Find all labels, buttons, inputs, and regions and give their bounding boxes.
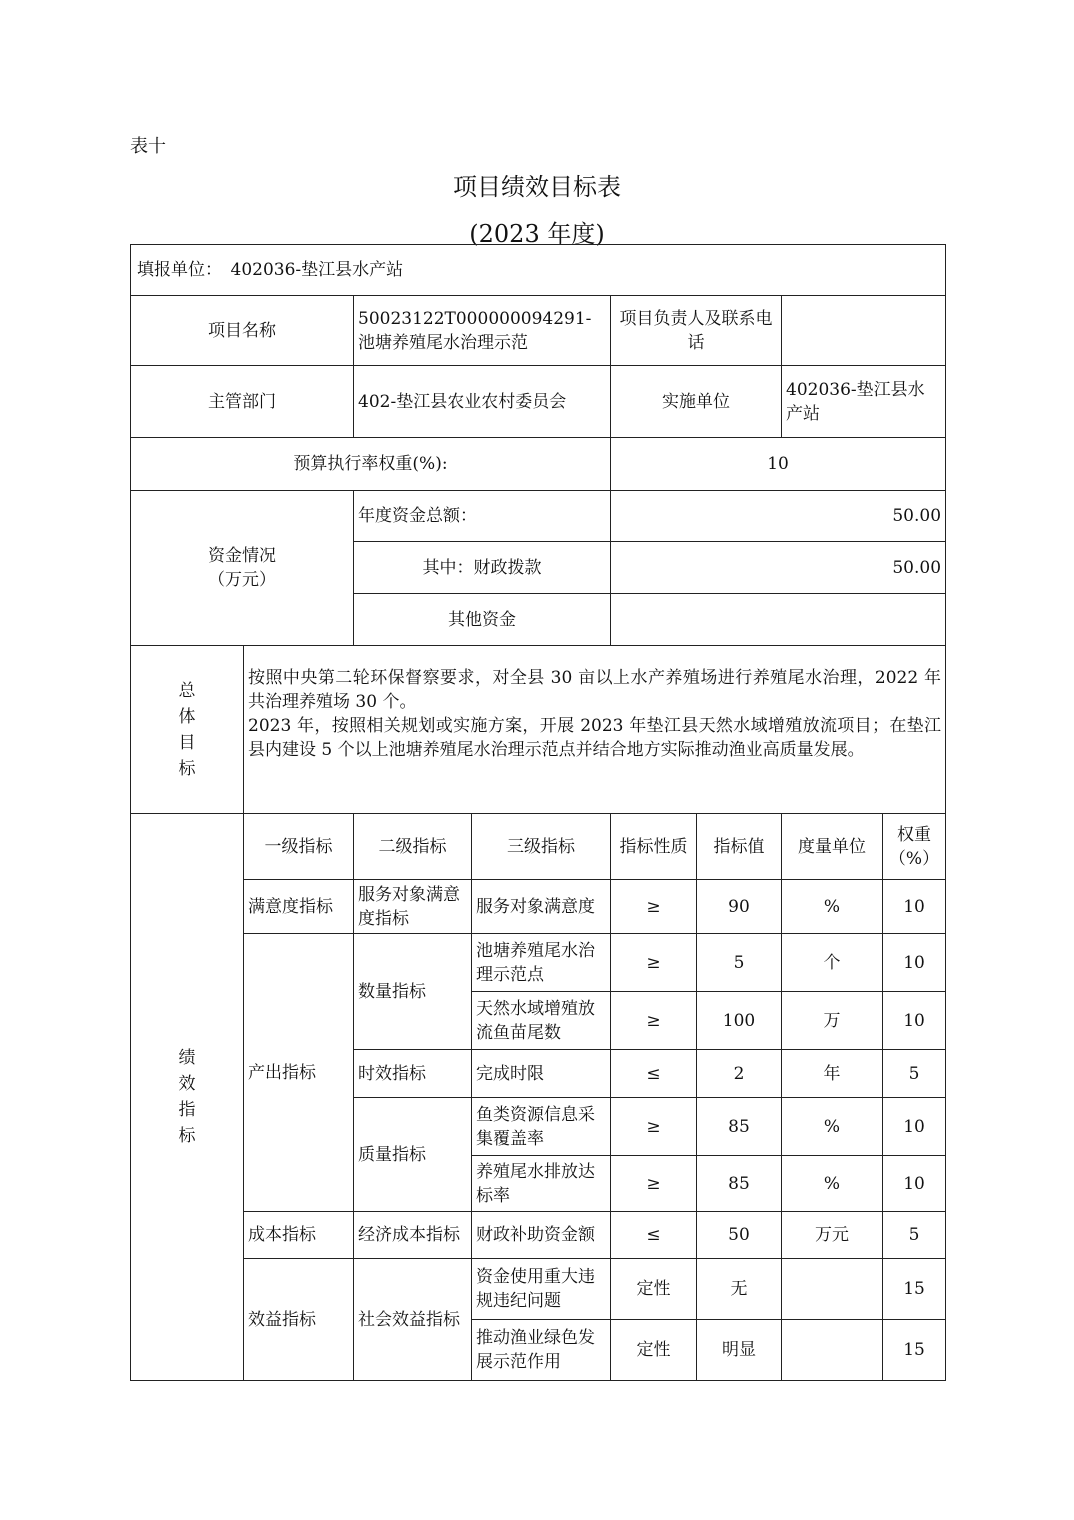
perf-char: 标 [178,1126,196,1146]
project-manager-value [782,296,946,366]
indicator-name: 鱼类资源信息采集覆盖率 [472,1098,611,1156]
indicator-weight: 10 [883,934,946,992]
indicator-weight: 10 [883,880,946,934]
level2-social: 社会效益指标 [354,1259,472,1381]
overall-goal-text: 按照中央第二轮环保督察要求，对全县 30 亩以上水产养殖场进行养殖尾水治理，2022 年共治理养殖场 30 个。 2023 年，按照相关规划或实施方案，开展 2023 年垫江县天然水域增殖放流项目；在垫江县内建设 5 个以上池塘养殖尾水治理示范点并结合地方实际推动渔业高质量发展。 [244,646,946,814]
indicator-unit: 个 [782,934,883,992]
overall-goal-label [131,646,244,814]
project-name-value: 50023122T000000094291-池塘养殖尾水治理示范 [354,296,611,366]
goal-char: 总 [178,680,196,701]
level2-quality: 质量指标 [354,1098,472,1212]
indicator-unit [782,1259,883,1320]
implementing-unit-label: 实施单位 [611,366,782,438]
indicator-name: 完成时限 [472,1050,611,1098]
header-nature: 指标性质 [611,814,697,880]
indicator-name: 天然水域增殖放流鱼苗尾数 [472,992,611,1050]
indicator-value: 90 [697,880,782,934]
annual-total-label: 年度资金总额： [354,491,611,542]
project-name-label: 项目名称 [131,296,354,366]
perf-char: 效 [178,1074,196,1094]
level2-quantity: 数量指标 [354,934,472,1050]
indicator-name: 服务对象满意度 [472,880,611,934]
header-weight: 权重（%） [883,814,946,880]
indicator-nature: ≤ [611,1050,697,1098]
level2-econ-cost: 经济成本指标 [354,1212,472,1259]
indicator-value: 50 [697,1212,782,1259]
department-value: 402-垫江县农业农村委员会 [354,366,611,438]
header-value: 指标值 [697,814,782,880]
level2-service: 服务对象满意度指标 [354,880,472,934]
indicator-weight: 10 [883,992,946,1050]
goal-char: 目 [178,732,196,753]
indicator-nature: 定性 [611,1259,697,1320]
indicator-weight: 5 [883,1212,946,1259]
indicator-nature: ≥ [611,1156,697,1212]
fill-unit-cell [131,245,946,296]
implementing-unit-value: 402036-垫江县水产站 [782,366,946,438]
header-unit: 度量单位 [782,814,883,880]
level2-time: 时效指标 [354,1050,472,1098]
indicator-unit: 万元 [782,1212,883,1259]
other-funds-value [611,594,946,646]
indicator-value: 85 [697,1098,782,1156]
indicator-weight: 15 [883,1320,946,1381]
indicator-unit: % [782,1156,883,1212]
indicator-weight: 10 [883,1098,946,1156]
fiscal-funds-value: 50.00 [611,542,946,594]
level1-cost: 成本指标 [244,1212,354,1259]
funds-label [131,491,354,646]
indicator-unit: 万 [782,992,883,1050]
indicator-unit: 年 [782,1050,883,1098]
indicator-name: 财政补助资金额 [472,1212,611,1259]
indicator-name: 养殖尾水排放达标率 [472,1156,611,1212]
indicator-unit: % [782,880,883,934]
perf-char: 绩 [178,1048,196,1068]
page-title: 项目绩效目标表 [453,173,621,201]
department-label: 主管部门 [131,366,354,438]
indicator-value: 5 [697,934,782,992]
other-funds-label: 其他资金 [354,594,611,646]
budget-weight-value: 10 [611,438,946,491]
indicator-nature: ≥ [611,992,697,1050]
level1-satisfaction: 满意度指标 [244,880,354,934]
indicator-value: 100 [697,992,782,1050]
annual-total-value: 50.00 [611,491,946,542]
budget-weight-label: 预算执行率权重(%): [131,438,611,491]
indicator-nature: ≤ [611,1212,697,1259]
funds-label-line1: 资金情况 [208,546,276,566]
page-subtitle-year: (2023 年度) [469,220,605,248]
header-level3: 三级指标 [472,814,611,880]
header-level2: 二级指标 [354,814,472,880]
indicator-name: 池塘养殖尾水治理示范点 [472,934,611,992]
indicator-weight: 5 [883,1050,946,1098]
project-manager-label: 项目负责人及联系电话 [611,296,782,366]
table-number-label: 表十 [130,136,166,157]
indicator-nature: ≥ [611,1098,697,1156]
header-level1: 一级指标 [244,814,354,880]
indicator-nature: 定性 [611,1320,697,1381]
indicator-nature: ≥ [611,880,697,934]
indicator-name: 推动渔业绿色发展示范作用 [472,1320,611,1381]
indicator-value: 无 [697,1259,782,1320]
indicator-name: 资金使用重大违规违纪问题 [472,1259,611,1320]
goal-char: 标 [178,758,196,779]
indicator-weight: 10 [883,1156,946,1212]
performance-target-table [130,244,946,1381]
indicator-unit: % [782,1098,883,1156]
indicator-weight: 15 [883,1259,946,1320]
indicator-value: 85 [697,1156,782,1212]
goal-char: 体 [178,706,196,727]
level1-output: 产出指标 [244,934,354,1212]
indicator-value: 2 [697,1050,782,1098]
perf-char: 指 [178,1100,196,1120]
indicator-unit [782,1320,883,1381]
indicator-nature: ≥ [611,934,697,992]
performance-indicators-label [131,814,244,1381]
fiscal-funds-label: 其中：财政拨款 [354,542,611,594]
funds-label-line2: （万元） [208,570,276,590]
fill-unit-text: 填报单位： 402036-垫江县水产站 [137,260,404,280]
level1-benefit: 效益指标 [244,1259,354,1381]
indicator-value: 明显 [697,1320,782,1381]
